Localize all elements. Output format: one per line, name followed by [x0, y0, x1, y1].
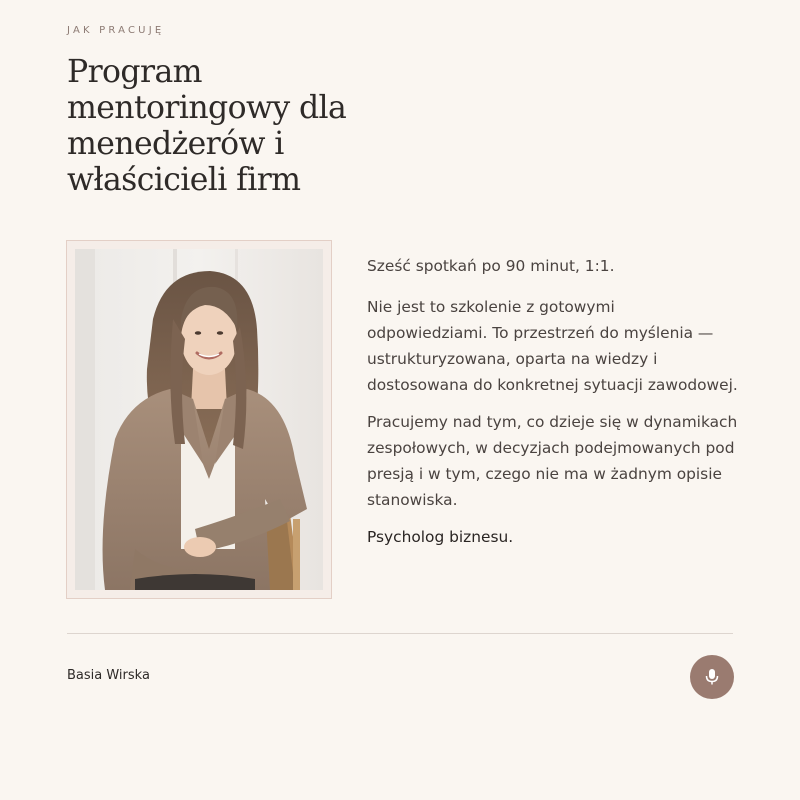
description-paragraph-1: Nie jest to szkolenie z gotowymi odpowiedziami. To przestrzeń do myślenia — ustrukturyzowana, oparta na wiedzy i dostosowana do konkretnej sytuacji zawodowej.: [367, 298, 738, 394]
portrait-photo: [75, 249, 323, 590]
program-format: Sześć spotkań po 90 minut, 1:1.: [367, 257, 615, 275]
portrait-frame: [66, 240, 332, 599]
author-name: Basia Wirska: [67, 668, 150, 683]
page-title: Program mentoringowy dla menedżerów i właścicieli firm: [67, 54, 347, 198]
microphone-button[interactable]: [690, 655, 734, 699]
author-role: Psycholog biznesu.: [367, 528, 514, 546]
section-eyebrow: JAK PRACUJĘ: [67, 25, 165, 36]
program-description: [367, 253, 739, 561]
microphone-icon: [705, 668, 719, 686]
footer-divider: [67, 633, 733, 634]
description-paragraph-2: Pracujemy nad tym, co dzieje się w dynamikach zespołowych, w decyzjach podejmowanych pod presją i w tym, czego nie ma w żadnym opisie stanowiska.: [367, 413, 738, 509]
